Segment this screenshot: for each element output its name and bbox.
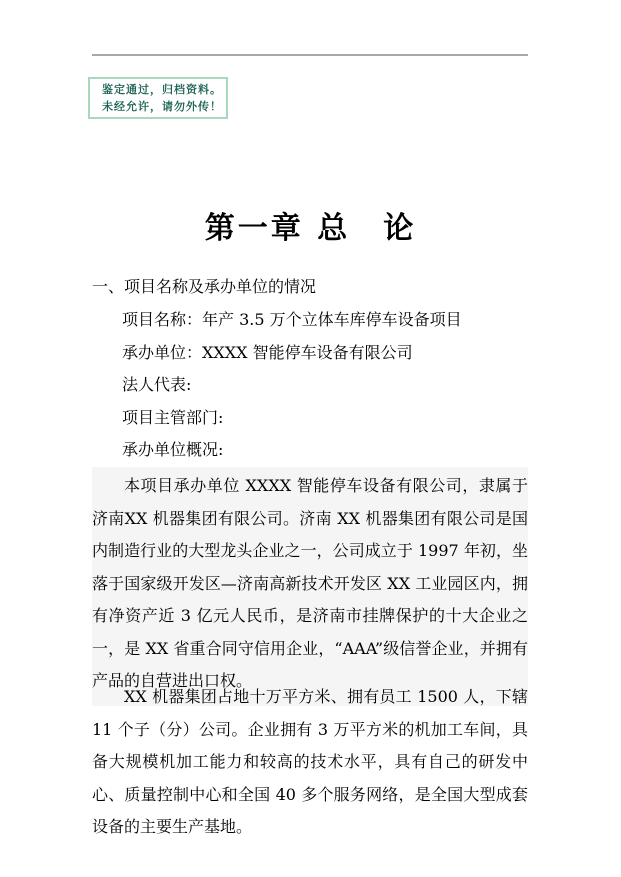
info-line-unit-overview: 承办单位概况: <box>122 440 224 459</box>
paragraph-company-overview: 本项目承办单位 XXXX 智能停车设备有限公司，隶属于济南XX 机器集团有限公司。济南 XX 机器集团有限公司是国内制造行业的大型龙头企业之一，公司成立于 1997 年初，坐落于国家级开发区—济南高新技术开发区 XX 工业园区内，拥有净资产近 3 亿元人民币，是济南市挂牌保护的十大企业之一，是 XX 省重合同守信用企业，“AAA”级信誉企业，并拥有产品的自营进出口权。 <box>92 467 528 706</box>
paragraph-group-overview: XX 机器集团占地十万平方米、拥有员工 1500 人，下辖 11 个子（分）公司。企业拥有 3 万平方米的机加工车间，具备大规模机加工能力和较高的技术水平，具有自己的研发中心、质量控制中心和全国 40 多个服务网络，是全国大型成套设备的主要生产基地。 <box>92 687 528 836</box>
info-line-undertaking-unit: 承办单位：XXXX 智能停车设备有限公司 <box>122 342 413 362</box>
stamp-text-line-1: 鉴定通过，归档资料。 <box>102 83 222 96</box>
project-info-list <box>122 304 532 467</box>
confidentiality-stamp-box <box>88 77 228 119</box>
header-divider-line <box>92 54 528 56</box>
chapter-title: 第一章 总 论 <box>204 211 417 246</box>
info-line-legal-representative: 法人代表: <box>122 375 192 394</box>
info-line-competent-department: 项目主管部门: <box>122 407 224 427</box>
stamp-text-line-2: 未经允许，请勿外传！ <box>102 100 222 113</box>
info-line-project-name: 项目名称：年产 3.5 万个立体车库停车设备项目 <box>122 310 462 329</box>
section-heading: 一、项目名称及承办单位的情况 <box>92 277 317 296</box>
